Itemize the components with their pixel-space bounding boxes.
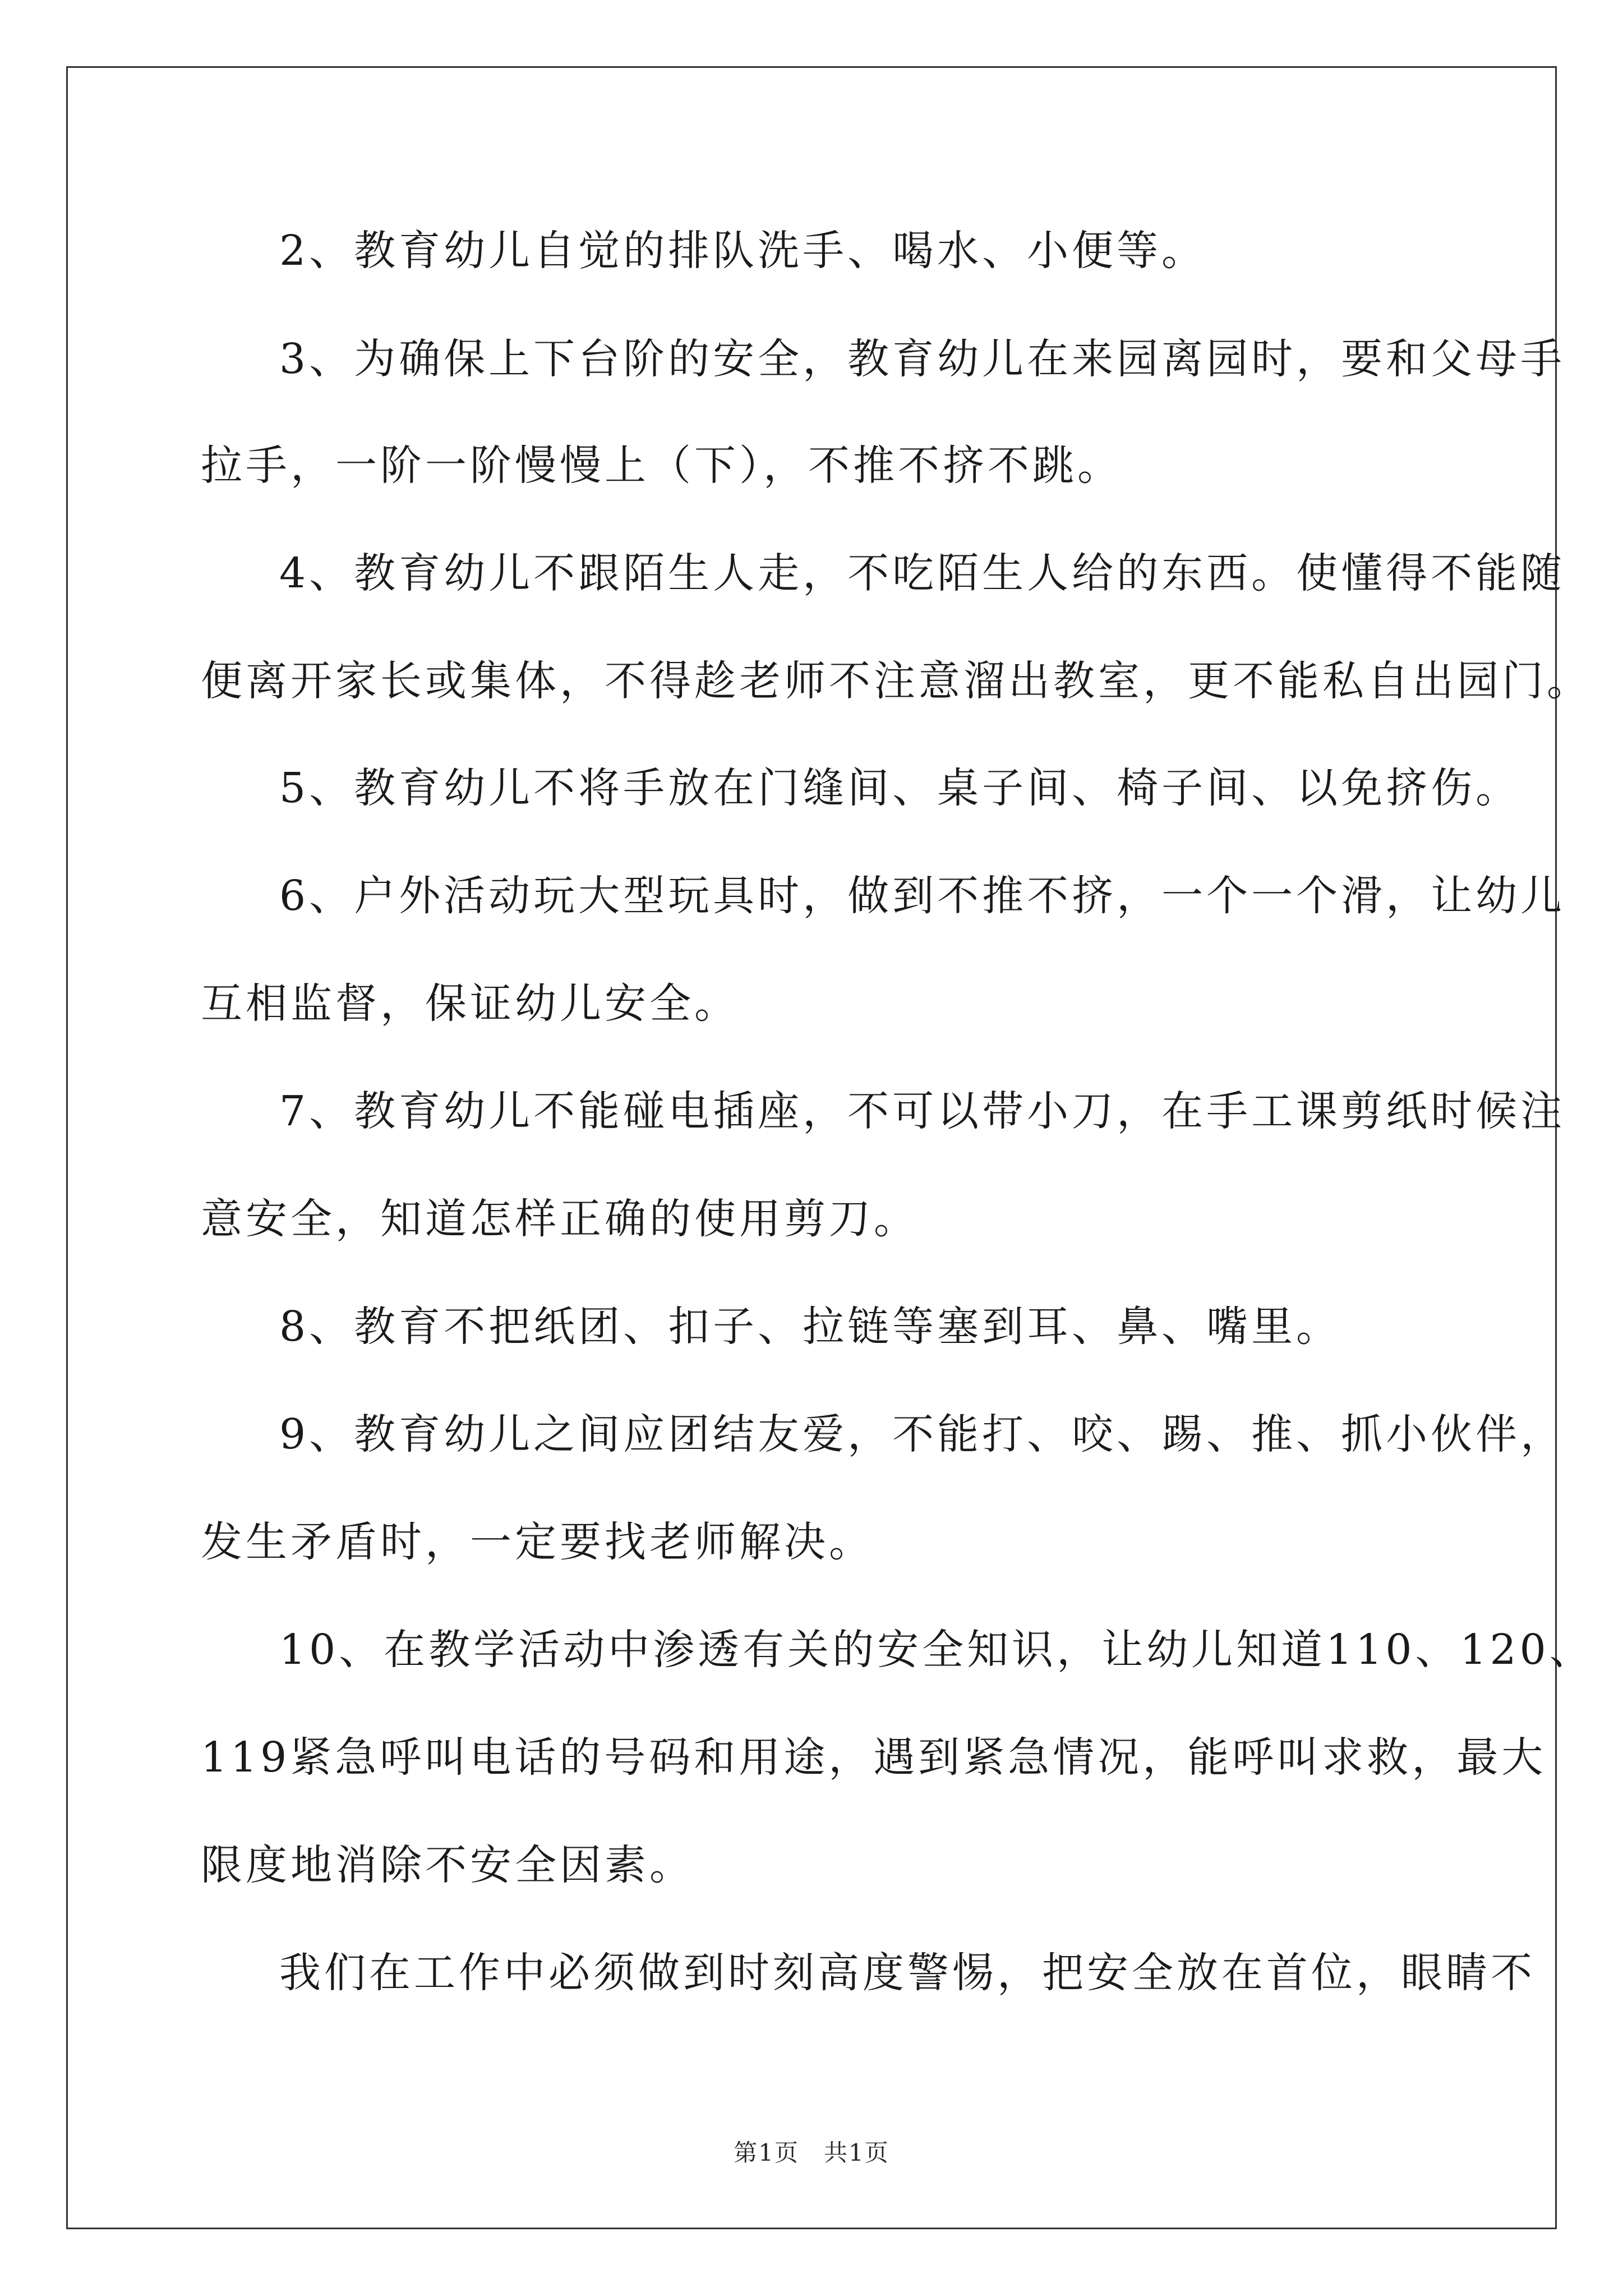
paragraph-10-line-3: 限度地消除不安全因素。 xyxy=(201,1841,694,1889)
paragraph-9-line-1: 9、教育幼儿之间应团结友爱，不能打、咬、踢、推、抓小伙伴， xyxy=(279,1410,1566,1458)
paragraph-4-line-2: 便离开家长或集体，不得趁老师不注意溜出教室，更不能私自出园门。 xyxy=(201,657,1592,705)
paragraph-6-line-2: 互相监督，保证幼儿安全。 xyxy=(201,979,739,1028)
paragraph-3-line-2: 拉手，一阶一阶慢慢上（下），不推不挤不跳。 xyxy=(201,441,1122,490)
paragraph-7-line-2: 意安全，知道怎样正确的使用剪刀。 xyxy=(201,1195,919,1243)
paragraph-2-line-1: 2、教育幼儿自觉的排队洗手、喝水、小便等。 xyxy=(279,227,1207,275)
paragraph-8-line-1: 8、教育不把纸团、扣子、拉链等塞到耳、鼻、嘴里。 xyxy=(279,1303,1341,1351)
paragraph-10-line-1: 10、在教学活动中渗透有关的安全知识，让幼儿知道110、120、 xyxy=(279,1626,1594,1674)
page-border xyxy=(66,66,1557,2229)
paragraph-closing-line-1: 我们在工作中必须做到时刻高度警惕，把安全放在首位，眼睛不 xyxy=(279,1949,1536,1997)
paragraph-6-line-1: 6、户外活动玩大型玩具时，做到不推不挤，一个一个滑，让幼儿 xyxy=(279,872,1566,920)
paragraph-7-line-1: 7、教育幼儿不能碰电插座，不可以带小刀，在手工课剪纸时候注 xyxy=(279,1087,1566,1135)
paragraph-4-line-1: 4、教育幼儿不跟陌生人走，不吃陌生人给的东西。使懂得不能随 xyxy=(279,549,1566,597)
paragraph-3-line-1: 3、为确保上下台阶的安全，教育幼儿在来园离园时，要和父母手 xyxy=(279,335,1566,383)
paragraph-10-line-2: 119紧急呼叫电话的号码和用途，遇到紧急情况，能呼叫求救，最大 xyxy=(201,1733,1547,1782)
paragraph-9-line-2: 发生矛盾时，一定要找老师解决。 xyxy=(201,1518,874,1566)
paragraph-5-line-1: 5、教育幼儿不将手放在门缝间、桌子间、椅子间、以免挤伤。 xyxy=(279,764,1521,812)
page-footer: 第1页 共1页 xyxy=(734,2139,889,2166)
